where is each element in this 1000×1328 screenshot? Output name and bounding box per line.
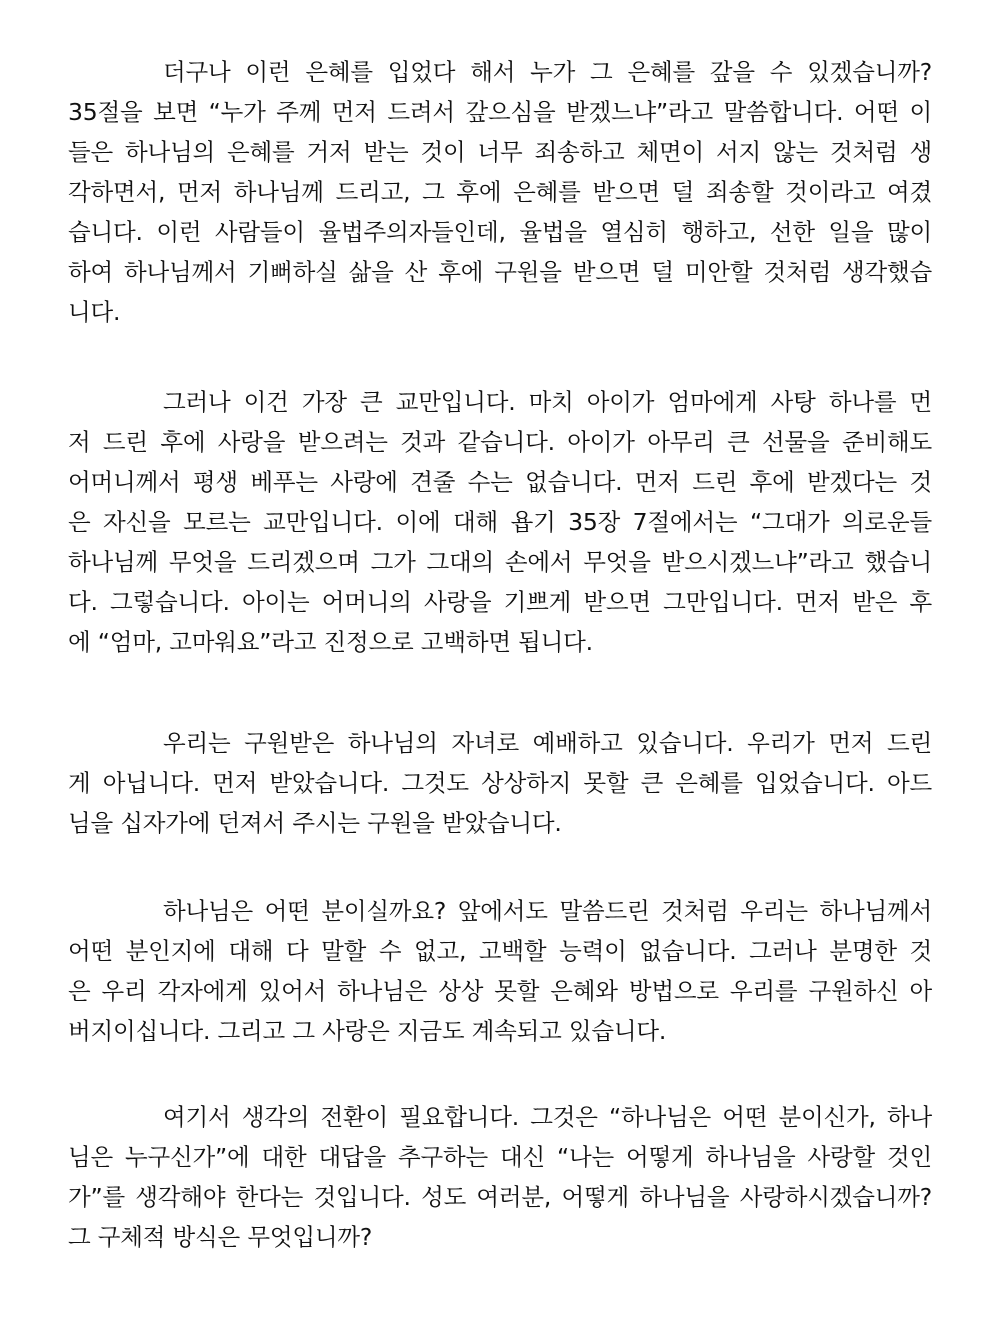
text-line: 하여 하나님께서 기뻐하실 삶을 산 후에 구원을 받으면 덜 미안할 것처럼 생각했습 xyxy=(68,258,932,286)
text-line: 버지이십니다. 그리고 그 사랑은 지금도 계속되고 있습니다. xyxy=(68,1017,667,1045)
paragraph-3 xyxy=(68,723,932,843)
text-line: 가”를 생각해야 한다는 것입니다. 성도 여러분, 어떻게 하나님을 사랑하시겠습니까? xyxy=(68,1183,932,1211)
text-line: 어머니께서 평생 베푸는 사랑에 견줄 수는 없습니다. 먼저 드린 후에 받겠다는 것 xyxy=(68,468,932,496)
text-line: 니다. xyxy=(68,298,121,326)
text-line: 어떤 분인지에 대해 다 말할 수 없고, 고백할 능력이 없습니다. 그러나 분명한 것 xyxy=(68,937,932,965)
text-line: 다. 그렇습니다. 아이는 어머니의 사랑을 기쁘게 받으면 그만입니다. 먼저 받은 후 xyxy=(68,588,932,616)
text-line: 35절을 보면 “누가 주께 먼저 드려서 갚으심을 받겠느냐”라고 말씀합니다. 어떤 이 xyxy=(68,98,932,126)
text-line: 은 자신을 모르는 교만입니다. 이에 대해 욥기 35장 7절에서는 “그대가 의로운들 xyxy=(68,508,932,536)
paragraph-2 xyxy=(68,382,932,662)
text-line: 더구나 이런 은혜를 입었다 해서 누가 그 은혜를 갚을 수 있겠습니까? xyxy=(163,58,932,86)
text-line: 그러나 이건 가장 큰 교만입니다. 마치 아이가 엄마에게 사탕 하나를 먼 xyxy=(163,388,932,416)
text-line: 습니다. 이런 사람들이 율법주의자들인데, 율법을 열심히 행하고, 선한 일을 많이 xyxy=(68,218,932,246)
text-line: 에 “엄마, 고마워요”라고 진정으로 고백하면 됩니다. xyxy=(68,628,593,656)
text-line: 저 드린 후에 사랑을 받으려는 것과 같습니다. 아이가 아무리 큰 선물을 준비해도 xyxy=(68,428,932,456)
paragraph-5 xyxy=(68,1097,932,1257)
text-line: 들은 하나님의 은혜를 거저 받는 것이 너무 죄송하고 체면이 서지 않는 것처럼 생 xyxy=(68,138,932,166)
text-line: 우리는 구원받은 하나님의 자녀로 예배하고 있습니다. 우리가 먼저 드린 xyxy=(163,729,932,757)
paragraph-1 xyxy=(68,52,932,332)
text-line: 은 우리 각자에게 있어서 하나님은 상상 못할 은혜와 방법으로 우리를 구원하신 아 xyxy=(68,977,932,1005)
text-line: 님은 누구신가”에 대한 대답을 추구하는 대신 “나는 어떻게 하나님을 사랑할 것인 xyxy=(68,1143,932,1171)
text-line: 하나님께 무엇을 드리겠으며 그가 그대의 손에서 무엇을 받으시겠느냐”라고 했습니 xyxy=(68,548,932,576)
text-line: 각하면서, 먼저 하나님께 드리고, 그 후에 은혜를 받으면 덜 죄송할 것이라고 여겼 xyxy=(68,178,932,206)
paragraph-4 xyxy=(68,891,932,1051)
text-line: 님을 십자가에 던져서 주시는 구원을 받았습니다. xyxy=(68,809,562,837)
text-line: 게 아닙니다. 먼저 받았습니다. 그것도 상상하지 못할 큰 은혜를 입었습니다. 아드 xyxy=(68,769,932,797)
text-line: 여기서 생각의 전환이 필요합니다. 그것은 “하나님은 어떤 분이신가, 하나 xyxy=(163,1103,932,1131)
text-line: 그 구체적 방식은 무엇입니까? xyxy=(68,1223,373,1251)
text-line: 하나님은 어떤 분이실까요? 앞에서도 말씀드린 것처럼 우리는 하나님께서 xyxy=(163,897,932,925)
